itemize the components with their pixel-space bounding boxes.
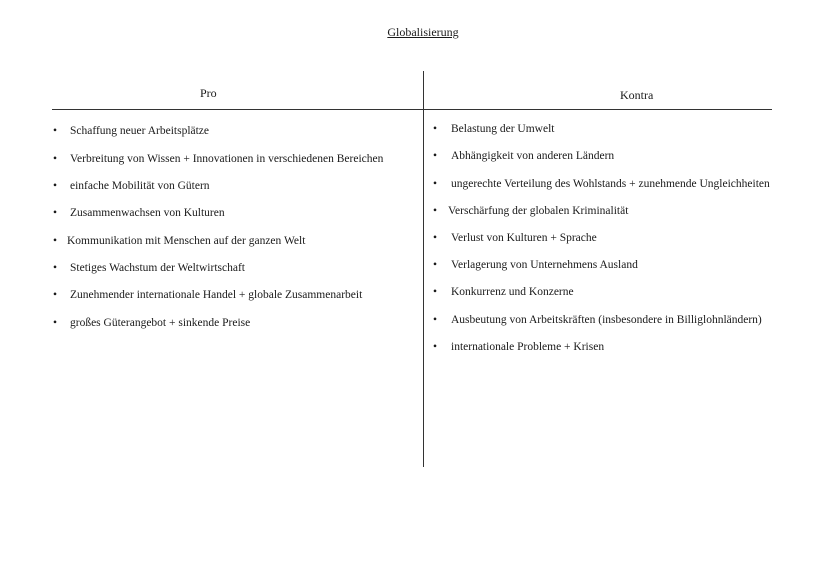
bullet-icon: • <box>53 317 58 329</box>
pro-item-text: großes Güterangebot + sinkende Preise <box>70 317 251 329</box>
bullet-icon: • <box>53 262 58 274</box>
bullet-icon: • <box>433 123 438 135</box>
bullet-icon: • <box>433 232 438 244</box>
bullet-icon: • <box>433 259 438 271</box>
bullet-icon: • <box>53 289 58 301</box>
kontra-item-text: ungerechte Verteilung des Wohlstands + zunehmende Ungleichheiten <box>451 178 770 190</box>
bullet-icon: • <box>53 180 58 192</box>
kontra-item-text: Abhängigkeit von anderen Ländern <box>451 150 615 162</box>
bullet-icon: • <box>433 341 438 353</box>
header-rule <box>52 109 772 110</box>
bullet-icon: • <box>433 205 438 217</box>
pro-header: Pro <box>200 86 217 100</box>
bullet-icon: • <box>53 153 58 165</box>
kontra-item-text: Konkurrenz und Konzerne <box>451 286 574 298</box>
bullet-icon: • <box>53 207 58 219</box>
column-divider <box>423 71 424 467</box>
pro-item-text: Kommunikation mit Menschen auf der ganzen Welt <box>67 235 306 247</box>
kontra-item-text: Verschärfung der globalen Kriminalität <box>448 205 629 217</box>
kontra-item-text: Belastung der Umwelt <box>451 123 555 135</box>
kontra-item-text: Verlust von Kulturen + Sprache <box>451 232 597 244</box>
bullet-icon: • <box>433 150 438 162</box>
pro-item-text: einfache Mobilität von Gütern <box>70 180 210 192</box>
kontra-item-text: Ausbeutung von Arbeitskräften (insbesondere in Billiglohnländern) <box>451 314 762 326</box>
kontra-item-text: Verlagerung von Unternehmens Ausland <box>451 259 638 271</box>
pro-item-text: Schaffung neuer Arbeitsplätze <box>70 125 210 137</box>
pro-item-text: Zusammenwachsen von Kulturen <box>70 207 225 219</box>
bullet-icon: • <box>433 314 438 326</box>
kontra-item-text: internationale Probleme + Krisen <box>451 341 605 353</box>
pro-item-text: Zunehmender internationale Handel + globale Zusammenarbeit <box>70 289 363 301</box>
document-title: Globalisierung <box>387 25 459 39</box>
bullet-icon: • <box>53 235 58 247</box>
bullet-icon: • <box>433 178 438 190</box>
bullet-icon: • <box>433 286 438 298</box>
pro-item-text: Verbreitung von Wissen + Innovationen in verschiedenen Bereichen <box>70 153 384 165</box>
kontra-header: Kontra <box>620 88 654 102</box>
bullet-icon: • <box>53 125 58 137</box>
pro-item-text: Stetiges Wachstum der Weltwirtschaft <box>70 262 245 274</box>
